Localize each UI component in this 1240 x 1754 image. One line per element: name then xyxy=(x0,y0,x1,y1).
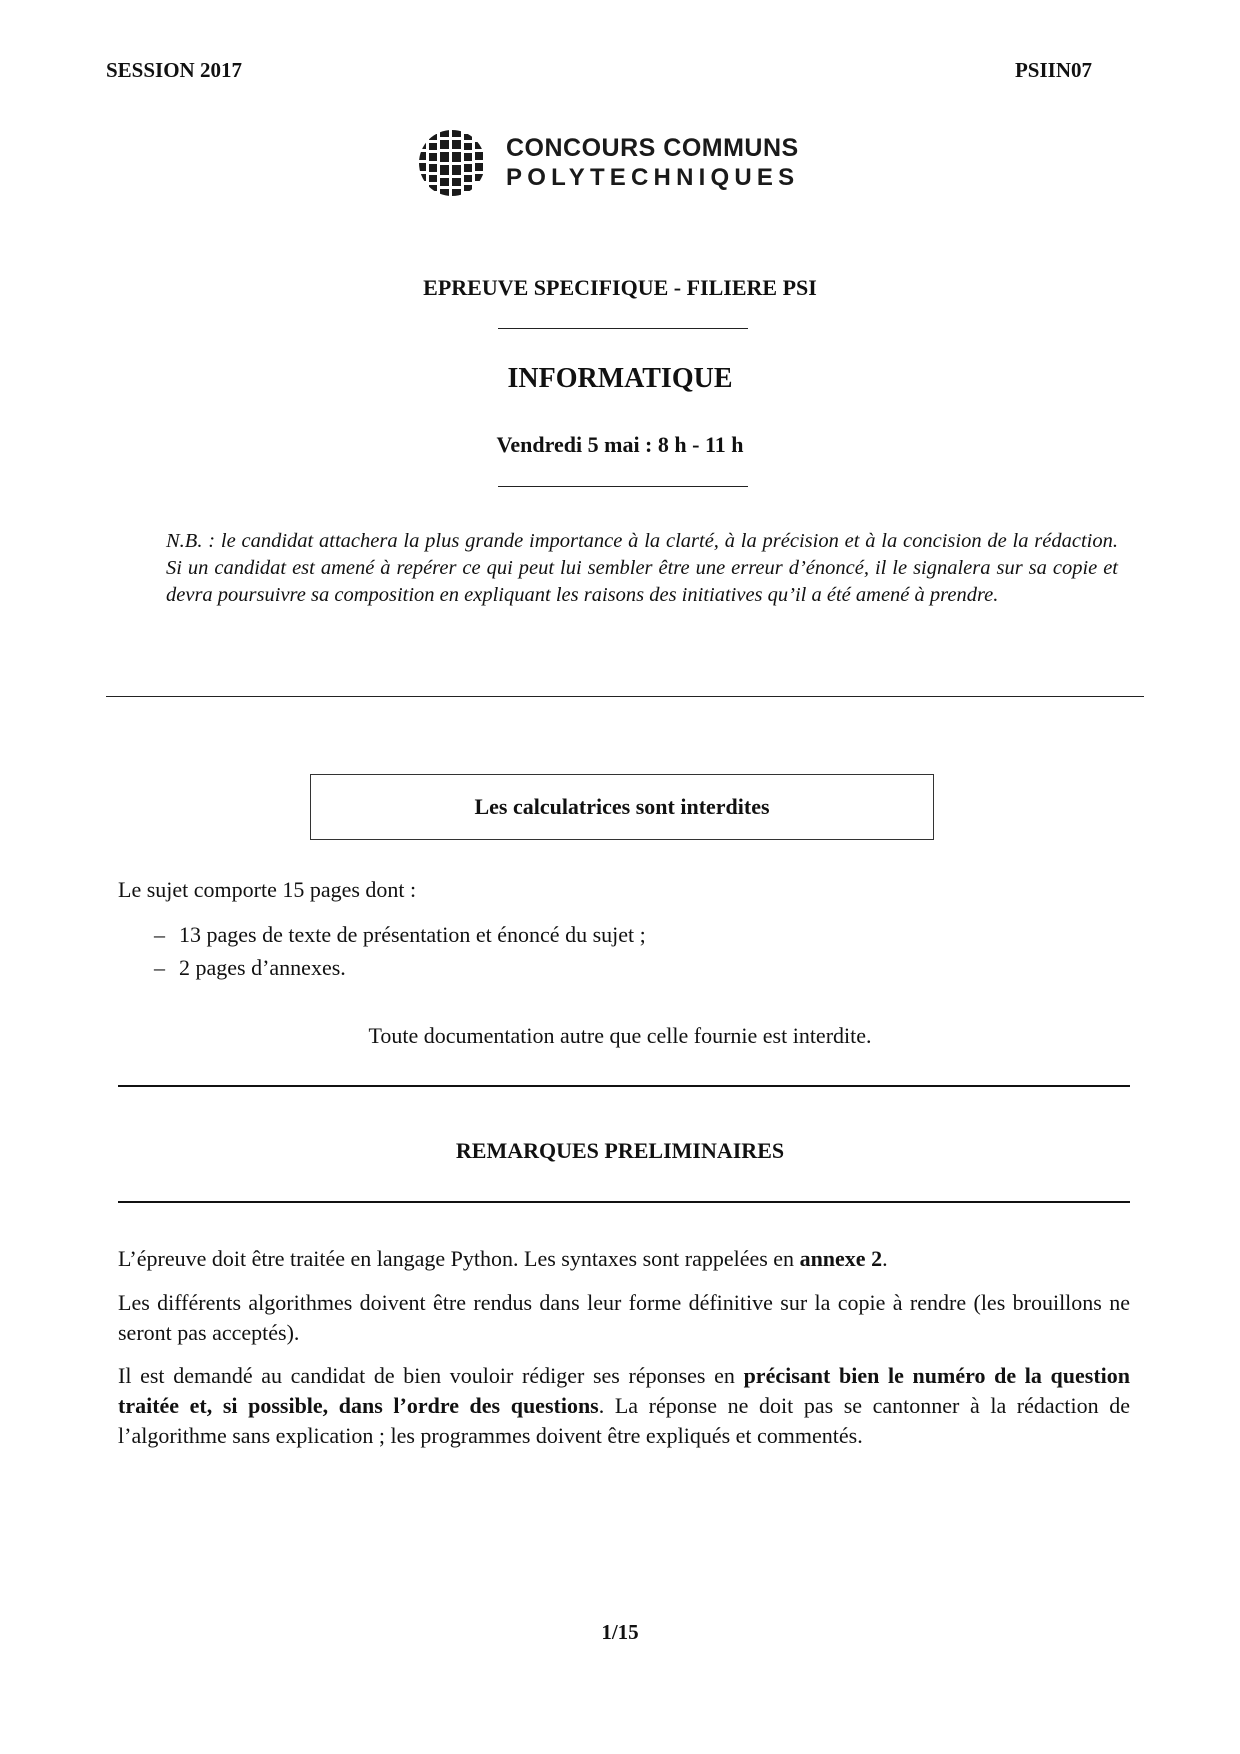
remarks-paragraph-2: Les différents algorithmes doivent être rendus dans leur forme définitive sur la copie à rendre (les brouillons ne seront pas acceptés). xyxy=(118,1290,1130,1345)
divider xyxy=(118,1201,1130,1203)
exam-subtitle: EPREUVE SPECIFIQUE - FILIERE PSI xyxy=(423,275,817,300)
exam-title: INFORMATIQUE xyxy=(507,363,733,394)
logo-line-1: CONCOURS COMMUNS xyxy=(506,134,799,162)
calculator-notice xyxy=(310,774,934,840)
text: . La réponse ne doit pas se cantonner à la rédaction de l’algorithme sans explication ; les programmes doivent être expliqués et commentés. xyxy=(118,1393,1130,1448)
list-item xyxy=(154,955,346,981)
remarks-heading: REMARQUES PRELIMINAIRES xyxy=(455,1138,785,1163)
logo-globe-icon xyxy=(418,128,490,198)
list-dash: – xyxy=(154,955,165,980)
remarks-paragraph-3 xyxy=(118,1361,1130,1451)
exam-code: PSIIN07 xyxy=(1014,58,1092,82)
text: . xyxy=(882,1246,888,1271)
pages-intro: Le sujet comporte 15 pages dont : xyxy=(118,877,417,902)
divider xyxy=(118,1085,1130,1087)
remarks-paragraph-1 xyxy=(118,1244,1130,1274)
calculator-notice-text: Les calculatrices sont interdites xyxy=(474,794,770,819)
page-number: 1/15 xyxy=(601,1620,639,1644)
list-dash: – xyxy=(154,922,165,947)
divider xyxy=(106,696,1144,697)
exam-date: Vendredi 5 mai : 8 h - 11 h xyxy=(496,432,744,457)
nb-note: N.B. : le candidat attachera la plus grande importance à la clarté, à la précision et à la concision de la rédaction. Si un candidat est amené à repérer ce qui peut lui sembler être une erreur d’énoncé, il le signalera sur sa copie et devra poursuivre sa composition en expliquant les raisons des initiatives qu’il a été amené à prendre. xyxy=(166,530,1118,606)
logo xyxy=(418,128,818,198)
session-label: SESSION 2017 xyxy=(106,58,242,82)
logo-line-2: POLYTECHNIQUES xyxy=(506,164,800,191)
divider xyxy=(498,328,748,329)
annexe-reference: annexe 2 xyxy=(799,1246,883,1271)
list-item-text: 2 pages d’annexes. xyxy=(179,955,346,980)
list-item xyxy=(154,922,646,948)
documentation-notice: Toute documentation autre que celle fournie est interdite. xyxy=(368,1023,872,1048)
text: Il est demandé au candidat de bien vouloir rédiger ses réponses en xyxy=(118,1363,744,1388)
emphasis-text: précisant bien le numéro de la question traitée et, si possible, dans l’ordre des questions xyxy=(118,1363,1130,1418)
text: L’épreuve doit être traitée en langage Python. Les syntaxes sont rappelées en xyxy=(118,1246,800,1271)
list-item-text: 13 pages de texte de présentation et énoncé du sujet ; xyxy=(179,922,646,947)
divider xyxy=(498,486,748,487)
